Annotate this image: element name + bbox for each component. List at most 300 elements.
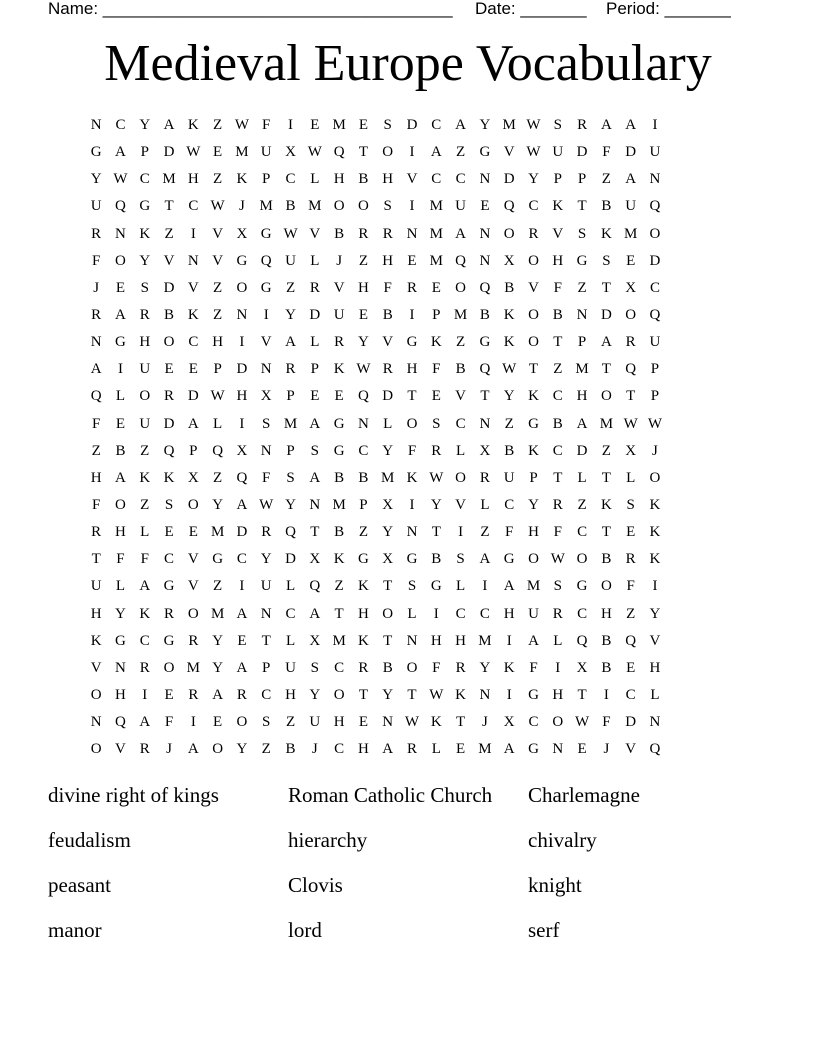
grid-letter[interactable]: Q [163, 442, 175, 459]
grid-letter[interactable]: M [332, 632, 346, 649]
grid-letter[interactable]: K [357, 632, 369, 649]
grid-letter[interactable]: V [455, 497, 467, 514]
grid-letter[interactable]: I [652, 578, 658, 595]
grid-letter[interactable]: O [503, 225, 515, 242]
grid-letter[interactable]: J [311, 741, 318, 758]
grid-letter[interactable]: V [333, 279, 345, 296]
grid-letter[interactable]: I [288, 117, 294, 134]
grid-letter[interactable]: F [602, 144, 611, 161]
grid-letter[interactable]: L [115, 578, 126, 595]
grid-letter[interactable]: G [528, 741, 539, 758]
grid-letter[interactable]: R [139, 741, 150, 758]
grid-letter[interactable]: Y [430, 497, 442, 514]
grid-letter[interactable]: X [625, 442, 637, 459]
grid-letter[interactable]: K [430, 334, 442, 351]
grid-letter[interactable]: B [455, 361, 466, 378]
grid-letter[interactable]: Z [213, 578, 223, 595]
grid-letter[interactable]: R [334, 334, 345, 351]
grid-letter[interactable]: K [600, 225, 612, 242]
grid-letter[interactable]: E [358, 117, 368, 134]
grid-letter[interactable]: Y [285, 307, 296, 324]
grid-letter[interactable]: H [528, 524, 539, 541]
grid-letter[interactable]: N [260, 605, 272, 622]
grid-letter[interactable]: L [407, 605, 417, 622]
grid-letter[interactable]: W [647, 415, 663, 432]
grid-letter[interactable]: O [90, 741, 102, 758]
grid-letter[interactable]: I [190, 714, 196, 731]
grid-letter[interactable]: I [555, 659, 561, 676]
grid-letter[interactable]: Z [164, 225, 174, 242]
grid-letter[interactable]: H [552, 687, 564, 704]
grid-letter[interactable]: Z [577, 279, 587, 296]
grid-letter[interactable]: S [553, 578, 562, 595]
grid-letter[interactable]: N [309, 497, 321, 514]
grid-letter[interactable]: A [625, 171, 637, 188]
grid-letter[interactable]: A [600, 117, 612, 134]
grid-letter[interactable]: Z [601, 442, 611, 459]
grid-letter[interactable]: N [406, 632, 418, 649]
grid-letter[interactable]: J [166, 741, 172, 758]
grid-letter[interactable]: T [164, 198, 174, 215]
grid-letter[interactable]: B [334, 225, 345, 242]
grid-letter[interactable]: T [334, 605, 344, 622]
grid-letter[interactable]: O [187, 497, 199, 514]
grid-letter[interactable]: V [503, 144, 515, 161]
grid-letter[interactable]: B [601, 198, 612, 215]
grid-letter[interactable]: Y [285, 497, 296, 514]
grid-letter[interactable]: T [528, 361, 539, 378]
grid-letter[interactable]: X [187, 469, 199, 486]
grid-letter[interactable]: O [528, 307, 539, 324]
grid-letter[interactable]: K [430, 714, 442, 731]
grid-letter[interactable]: W [502, 361, 517, 378]
grid-letter[interactable]: C [285, 605, 296, 622]
grid-letter[interactable]: X [382, 551, 394, 568]
grid-letter[interactable]: C [479, 605, 490, 622]
grid-letter[interactable]: V [552, 225, 564, 242]
grid-letter[interactable]: O [90, 687, 102, 704]
grid-letter[interactable]: K [90, 632, 102, 649]
grid-letter[interactable]: S [262, 714, 271, 731]
grid-letter[interactable]: G [260, 279, 272, 296]
grid-letter[interactable]: Y [139, 117, 151, 134]
grid-letter[interactable]: K [333, 551, 345, 568]
grid-letter[interactable]: J [336, 252, 343, 269]
grid-letter[interactable]: Z [213, 469, 223, 486]
grid-letter[interactable]: H [382, 171, 394, 188]
grid-letter[interactable]: B [285, 198, 296, 215]
grid-letter[interactable]: M [526, 578, 541, 595]
grid-letter[interactable]: B [285, 741, 296, 758]
grid-letter[interactable]: W [526, 144, 541, 161]
grid-letter[interactable]: O [187, 605, 199, 622]
grid-letter[interactable]: A [187, 415, 199, 432]
grid-letter[interactable]: O [528, 252, 539, 269]
grid-letter[interactable]: X [260, 388, 272, 405]
grid-letter[interactable]: A [503, 578, 515, 595]
grid-letter[interactable]: L [553, 632, 563, 649]
grid-letter[interactable]: Z [140, 497, 150, 514]
grid-letter[interactable]: M [210, 605, 225, 622]
grid-letter[interactable]: E [310, 117, 320, 134]
grid-letter[interactable]: H [600, 605, 612, 622]
grid-letter[interactable]: V [406, 171, 418, 188]
grid-letter[interactable]: Z [213, 171, 223, 188]
grid-letter[interactable]: I [190, 225, 196, 242]
grid-letter[interactable]: N [115, 659, 126, 676]
grid-letter[interactable]: E [358, 307, 368, 324]
grid-letter[interactable]: X [503, 252, 515, 269]
grid-letter[interactable]: F [91, 415, 101, 432]
grid-letter[interactable]: P [140, 144, 149, 161]
grid-letter[interactable]: O [600, 578, 612, 595]
grid-letter[interactable]: C [115, 117, 126, 134]
grid-letter[interactable]: G [406, 334, 418, 351]
grid-letter[interactable]: V [187, 279, 199, 296]
grid-letter[interactable]: A [236, 605, 248, 622]
grid-letter[interactable]: E [431, 388, 441, 405]
grid-letter[interactable]: I [506, 687, 512, 704]
grid-letter[interactable]: F [432, 659, 441, 676]
grid-letter[interactable]: G [503, 551, 515, 568]
grid-letter[interactable]: I [117, 361, 123, 378]
grid-letter[interactable]: G [260, 225, 272, 242]
grid-letter[interactable]: Q [309, 578, 321, 595]
grid-letter[interactable]: U [649, 334, 661, 351]
grid-letter[interactable]: P [577, 171, 587, 188]
grid-letter[interactable]: A [187, 741, 199, 758]
grid-letter[interactable]: E [456, 741, 466, 758]
grid-letter[interactable]: N [649, 714, 661, 731]
grid-letter[interactable]: A [236, 497, 248, 514]
grid-letter[interactable]: E [115, 279, 126, 296]
grid-letter[interactable]: H [430, 632, 442, 649]
grid-letter[interactable]: Q [115, 198, 126, 215]
grid-letter[interactable]: R [625, 551, 636, 568]
grid-letter[interactable]: C [625, 687, 636, 704]
grid-letter[interactable]: V [455, 388, 467, 405]
grid-letter[interactable]: M [332, 117, 346, 134]
grid-letter[interactable]: E [237, 632, 247, 649]
grid-letter[interactable]: J [481, 714, 488, 731]
grid-letter[interactable]: E [431, 279, 441, 296]
grid-letter[interactable]: G [576, 578, 588, 595]
grid-letter[interactable]: R [236, 687, 247, 704]
grid-letter[interactable]: C [649, 279, 660, 296]
grid-letter[interactable]: Q [649, 307, 661, 324]
grid-letter[interactable]: A [212, 687, 224, 704]
grid-letter[interactable]: F [116, 551, 125, 568]
grid-letter[interactable]: R [188, 687, 199, 704]
grid-letter[interactable]: R [552, 497, 563, 514]
grid-letter[interactable]: P [529, 469, 538, 486]
grid-letter[interactable]: A [139, 714, 151, 731]
grid-letter[interactable]: S [383, 198, 392, 215]
grid-letter[interactable]: X [576, 659, 588, 676]
grid-letter[interactable]: B [115, 442, 126, 459]
grid-letter[interactable]: C [504, 497, 515, 514]
grid-letter[interactable]: G [576, 252, 588, 269]
grid-letter[interactable]: K [333, 361, 345, 378]
grid-letter[interactable]: O [139, 388, 151, 405]
grid-letter[interactable]: C [577, 524, 588, 541]
grid-letter[interactable]: I [239, 334, 245, 351]
grid-letter[interactable]: F [407, 442, 417, 459]
grid-letter[interactable]: U [309, 714, 321, 731]
grid-letter[interactable]: G [90, 144, 102, 161]
grid-letter[interactable]: D [187, 388, 199, 405]
grid-letter[interactable]: Q [576, 632, 588, 649]
grid-letter[interactable]: L [285, 578, 296, 595]
grid-letter[interactable]: F [553, 279, 562, 296]
grid-letter[interactable]: K [552, 198, 564, 215]
grid-letter[interactable]: E [358, 714, 368, 731]
grid-letter[interactable]: F [432, 361, 441, 378]
grid-letter[interactable]: Y [212, 659, 224, 676]
grid-letter[interactable]: R [407, 741, 418, 758]
grid-letter[interactable]: O [600, 388, 612, 405]
grid-letter[interactable]: O [528, 551, 539, 568]
grid-letter[interactable]: P [310, 361, 319, 378]
grid-letter[interactable]: F [91, 252, 101, 269]
grid-letter[interactable]: T [553, 469, 563, 486]
grid-letter[interactable]: X [382, 497, 394, 514]
grid-letter[interactable]: S [577, 225, 587, 242]
grid-letter[interactable]: E [407, 252, 417, 269]
grid-letter[interactable]: D [163, 279, 175, 296]
grid-letter[interactable]: G [357, 551, 369, 568]
grid-letter[interactable]: C [334, 741, 345, 758]
grid-letter[interactable]: I [409, 144, 415, 161]
grid-letter[interactable]: P [213, 361, 222, 378]
grid-letter[interactable]: R [528, 225, 539, 242]
grid-letter[interactable]: M [478, 632, 492, 649]
grid-letter[interactable]: F [602, 714, 611, 731]
grid-letter[interactable]: O [552, 714, 564, 731]
grid-letter[interactable]: M [235, 144, 249, 161]
grid-letter[interactable]: T [601, 524, 611, 541]
grid-letter[interactable]: A [455, 225, 467, 242]
grid-letter[interactable]: J [652, 442, 658, 459]
grid-letter[interactable]: S [164, 497, 174, 514]
grid-letter[interactable]: W [429, 687, 444, 704]
grid-letter[interactable]: C [358, 442, 369, 459]
grid-letter[interactable]: H [455, 632, 467, 649]
grid-letter[interactable]: G [115, 334, 126, 351]
grid-letter[interactable]: R [407, 279, 418, 296]
grid-letter[interactable]: D [649, 252, 661, 269]
grid-letter[interactable]: V [309, 225, 321, 242]
grid-letter[interactable]: B [334, 469, 345, 486]
grid-letter[interactable]: N [187, 252, 199, 269]
grid-letter[interactable]: V [528, 279, 539, 296]
grid-letter[interactable]: O [382, 144, 394, 161]
grid-letter[interactable]: Z [358, 252, 368, 269]
grid-letter[interactable]: O [236, 714, 248, 731]
grid-letter[interactable]: Z [553, 361, 563, 378]
grid-letter[interactable]: T [358, 144, 368, 161]
grid-letter[interactable]: F [553, 524, 562, 541]
grid-letter[interactable]: T [261, 632, 271, 649]
grid-letter[interactable]: G [406, 551, 418, 568]
grid-letter[interactable]: V [90, 659, 102, 676]
grid-letter[interactable]: L [310, 334, 320, 351]
grid-letter[interactable]: Y [357, 334, 369, 351]
grid-letter[interactable]: L [650, 687, 660, 704]
grid-letter[interactable]: M [210, 524, 225, 541]
grid-letter[interactable]: E [164, 524, 174, 541]
grid-letter[interactable]: N [260, 361, 272, 378]
grid-letter[interactable]: T [407, 388, 417, 405]
grid-letter[interactable]: E [213, 144, 223, 161]
grid-letter[interactable]: U [552, 144, 564, 161]
grid-letter[interactable]: O [333, 198, 345, 215]
grid-letter[interactable]: C [261, 687, 272, 704]
grid-letter[interactable]: Y [212, 632, 224, 649]
grid-letter[interactable]: C [431, 171, 442, 188]
grid-letter[interactable]: T [358, 687, 368, 704]
grid-letter[interactable]: Z [213, 279, 223, 296]
grid-letter[interactable]: B [358, 171, 369, 188]
grid-letter[interactable]: V [260, 334, 272, 351]
grid-letter[interactable]: D [163, 144, 175, 161]
grid-letter[interactable]: N [260, 442, 272, 459]
grid-letter[interactable]: Y [503, 388, 515, 405]
grid-letter[interactable]: O [333, 687, 345, 704]
grid-letter[interactable]: F [140, 551, 149, 568]
grid-letter[interactable]: A [479, 551, 491, 568]
grid-letter[interactable]: E [188, 524, 198, 541]
grid-letter[interactable]: C [455, 605, 466, 622]
grid-letter[interactable]: V [625, 741, 637, 758]
grid-letter[interactable]: N [115, 225, 126, 242]
grid-letter[interactable]: J [93, 279, 100, 296]
grid-letter[interactable]: Q [649, 741, 661, 758]
grid-letter[interactable]: X [625, 279, 637, 296]
grid-letter[interactable]: W [404, 714, 420, 731]
grid-letter[interactable]: H [115, 524, 126, 541]
grid-letter[interactable]: G [333, 442, 345, 459]
grid-letter[interactable]: B [504, 279, 515, 296]
grid-letter[interactable]: W [113, 171, 128, 188]
grid-letter[interactable]: L [626, 469, 636, 486]
grid-letter[interactable]: H [357, 279, 369, 296]
grid-letter[interactable]: U [139, 361, 151, 378]
grid-letter[interactable]: V [187, 578, 199, 595]
grid-letter[interactable]: F [529, 659, 538, 676]
grid-letter[interactable]: N [90, 334, 102, 351]
grid-letter[interactable]: I [409, 198, 415, 215]
grid-letter[interactable]: Q [455, 252, 467, 269]
grid-letter[interactable]: M [186, 659, 200, 676]
grid-letter[interactable]: X [479, 442, 491, 459]
grid-letter[interactable]: A [430, 144, 442, 161]
grid-letter[interactable]: Z [480, 524, 490, 541]
grid-letter[interactable]: U [90, 578, 102, 595]
grid-letter[interactable]: L [310, 171, 320, 188]
grid-letter[interactable]: K [236, 171, 248, 188]
grid-letter[interactable]: X [236, 225, 248, 242]
grid-letter[interactable]: U [90, 198, 102, 215]
grid-letter[interactable]: T [383, 632, 393, 649]
grid-letter[interactable]: W [283, 225, 298, 242]
grid-letter[interactable]: Q [285, 524, 296, 541]
grid-letter[interactable]: V [163, 252, 175, 269]
grid-letter[interactable]: Z [91, 442, 101, 459]
grid-letter[interactable]: G [528, 415, 539, 432]
grid-letter[interactable]: Y [382, 442, 394, 459]
grid-letter[interactable]: Q [625, 632, 637, 649]
period-field[interactable]: Period: _______ [606, 0, 731, 18]
grid-letter[interactable]: Y [309, 687, 321, 704]
grid-letter[interactable]: T [407, 687, 417, 704]
grid-letter[interactable]: A [528, 632, 539, 649]
grid-letter[interactable]: M [332, 497, 346, 514]
grid-letter[interactable]: N [406, 225, 418, 242]
grid-letter[interactable]: H [333, 171, 345, 188]
grid-letter[interactable]: W [210, 198, 225, 215]
grid-letter[interactable]: G [528, 687, 539, 704]
grid-letter[interactable]: Y [528, 171, 539, 188]
grid-letter[interactable]: X [309, 551, 321, 568]
grid-letter[interactable]: B [382, 659, 393, 676]
grid-letter[interactable]: O [455, 279, 467, 296]
grid-letter[interactable]: E [310, 388, 320, 405]
grid-letter[interactable]: O [163, 334, 175, 351]
grid-letter[interactable]: D [625, 144, 637, 161]
grid-letter[interactable]: Y [260, 551, 272, 568]
grid-letter[interactable]: K [139, 469, 151, 486]
grid-letter[interactable]: M [575, 361, 589, 378]
grid-letter[interactable]: K [455, 687, 467, 704]
grid-letter[interactable]: M [599, 415, 614, 432]
grid-letter[interactable]: D [285, 551, 296, 568]
grid-letter[interactable]: L [383, 415, 393, 432]
grid-letter[interactable]: T [431, 524, 441, 541]
grid-letter[interactable]: K [528, 388, 539, 405]
grid-letter[interactable]: Q [115, 714, 126, 731]
grid-letter[interactable]: I [652, 117, 658, 134]
grid-letter[interactable]: K [649, 524, 661, 541]
grid-letter[interactable]: F [626, 578, 635, 595]
grid-letter[interactable]: R [358, 659, 369, 676]
grid-letter[interactable]: E [626, 252, 636, 269]
grid-letter[interactable]: M [429, 198, 443, 215]
grid-letter[interactable]: H [552, 252, 564, 269]
grid-letter[interactable]: B [601, 632, 612, 649]
grid-letter[interactable]: H [236, 388, 248, 405]
grid-letter[interactable]: Q [333, 144, 345, 161]
grid-letter[interactable]: G [333, 415, 345, 432]
grid-letter[interactable]: R [188, 632, 199, 649]
grid-letter[interactable]: Z [140, 442, 150, 459]
grid-letter[interactable]: A [236, 659, 248, 676]
grid-letter[interactable]: O [236, 279, 248, 296]
grid-letter[interactable]: N [382, 714, 394, 731]
grid-letter[interactable]: L [310, 252, 320, 269]
grid-letter[interactable]: G [163, 578, 175, 595]
grid-letter[interactable]: M [162, 171, 176, 188]
grid-letter[interactable]: W [623, 415, 638, 432]
grid-letter[interactable]: Q [625, 361, 637, 378]
grid-letter[interactable]: F [383, 279, 392, 296]
grid-letter[interactable]: G [163, 632, 175, 649]
grid-letter[interactable]: R [382, 225, 393, 242]
grid-letter[interactable]: C [528, 198, 539, 215]
grid-letter[interactable]: D [576, 442, 588, 459]
grid-letter[interactable]: S [553, 117, 562, 134]
grid-letter[interactable]: Q [260, 252, 272, 269]
